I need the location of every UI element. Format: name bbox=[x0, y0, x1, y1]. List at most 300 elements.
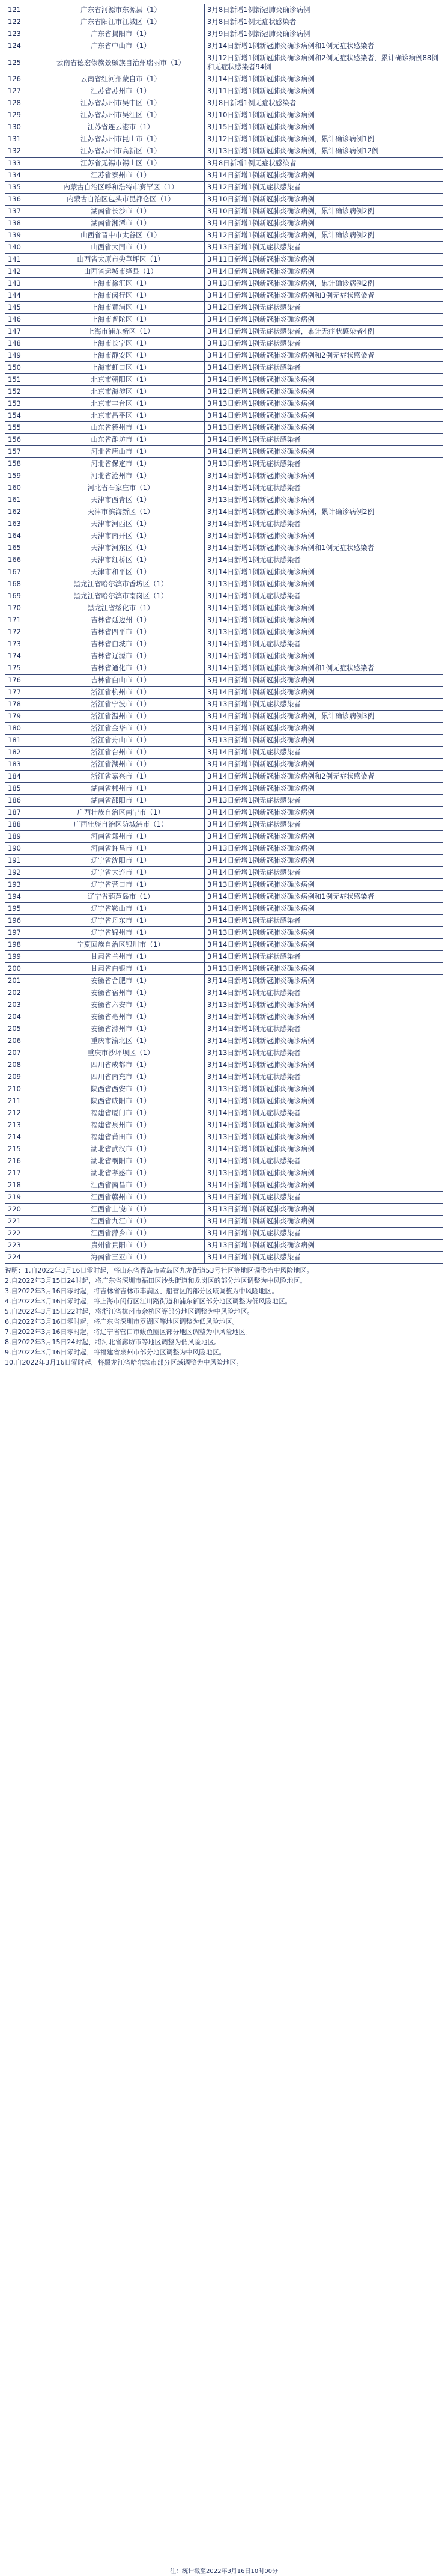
table-row bbox=[5, 52, 443, 73]
area-name: 江苏省连云港市（1） bbox=[37, 121, 205, 133]
row-number: 210 bbox=[5, 1083, 37, 1095]
table-row bbox=[5, 1240, 443, 1252]
case-note: 3月14日新增1例无症状感染者 bbox=[205, 362, 443, 374]
area-name: 湖南省湘潭市（1） bbox=[37, 218, 205, 230]
area-name: 辽宁省大连市（1） bbox=[37, 867, 205, 879]
table-row bbox=[5, 494, 443, 506]
table-row bbox=[5, 1011, 443, 1023]
row-number: 160 bbox=[5, 482, 37, 494]
area-name: 辽宁省营口市（1） bbox=[37, 879, 205, 891]
table-row bbox=[5, 1155, 443, 1167]
case-note: 3月8日新增1例无症状感染者 bbox=[205, 97, 443, 109]
row-number: 134 bbox=[5, 170, 37, 182]
table-row bbox=[5, 554, 443, 566]
case-note: 3月9日新增1例新冠肺炎确诊病例 bbox=[205, 28, 443, 40]
table-row bbox=[5, 903, 443, 915]
table-row bbox=[5, 1167, 443, 1179]
table-row bbox=[5, 807, 443, 819]
risk-area-table bbox=[5, 4, 443, 1264]
area-name: 上海市普陀区（1） bbox=[37, 314, 205, 326]
case-note: 3月14日新增1例无症状感染者 bbox=[205, 554, 443, 566]
table-row bbox=[5, 771, 443, 783]
table-row bbox=[5, 230, 443, 242]
table-row bbox=[5, 602, 443, 614]
note-line: 说明：1.自2022年3月16日零时起，将山东省青岛市黄岛区九龙街道53号社区等地区调整为中风险地区。 bbox=[5, 1267, 313, 1274]
table-row bbox=[5, 638, 443, 650]
table-row bbox=[5, 145, 443, 158]
row-number: 154 bbox=[5, 410, 37, 422]
note-line: 10.自2022年3月16日零时起，将黑龙江省哈尔滨市部分区域调整为中风险地区。 bbox=[5, 1359, 243, 1366]
table-row bbox=[5, 1131, 443, 1143]
table-row bbox=[5, 867, 443, 879]
table-row bbox=[5, 614, 443, 626]
case-note: 3月13日新增1例新冠肺炎确诊病例 bbox=[205, 494, 443, 506]
table-row bbox=[5, 410, 443, 422]
row-number: 176 bbox=[5, 675, 37, 687]
table-row bbox=[5, 735, 443, 747]
case-note: 3月15日新增1例新冠肺炎确诊病例 bbox=[205, 121, 443, 133]
table-row bbox=[5, 831, 443, 843]
case-note: 3月14日新增1例无症状感染者 bbox=[205, 867, 443, 879]
row-number: 133 bbox=[5, 158, 37, 170]
area-name: 江苏省苏州市吴中区（1） bbox=[37, 97, 205, 109]
area-name: 辽宁省丹东市（1） bbox=[37, 915, 205, 927]
area-name: 江西省萍乡市（1） bbox=[37, 1228, 205, 1240]
row-number: 197 bbox=[5, 927, 37, 939]
table-row bbox=[5, 398, 443, 410]
row-number: 166 bbox=[5, 554, 37, 566]
row-number: 156 bbox=[5, 434, 37, 446]
area-name: 广西壮族自治区南宁市（1） bbox=[37, 807, 205, 819]
table-row bbox=[5, 446, 443, 458]
case-note: 3月14日新增1例新冠肺炎确诊病例 bbox=[205, 218, 443, 230]
note-line: 3.自2022年3月16日零时起，将吉林省吉林市丰满区、船营区的部分区域调整为中风险地区。 bbox=[5, 1287, 279, 1295]
case-note: 3月13日新增1例新冠肺炎确诊病例 bbox=[205, 1131, 443, 1143]
row-number: 127 bbox=[5, 85, 37, 97]
row-number: 144 bbox=[5, 290, 37, 302]
area-name: 广东省中山市（1） bbox=[37, 40, 205, 52]
case-note: 3月14日新增1例新冠肺炎确诊病例 bbox=[205, 855, 443, 867]
row-number: 202 bbox=[5, 987, 37, 999]
case-note: 3月14日新增1例新冠肺炎确诊病例 bbox=[205, 73, 443, 85]
table-row bbox=[5, 891, 443, 903]
table-row bbox=[5, 1204, 443, 1216]
case-note: 3月14日新增1例新冠肺炎确诊病例 bbox=[205, 602, 443, 614]
row-number: 195 bbox=[5, 903, 37, 915]
table-row bbox=[5, 218, 443, 230]
table-row bbox=[5, 16, 443, 28]
area-name: 辽宁省葫芦岛市（1） bbox=[37, 891, 205, 903]
area-name: 河北省石家庄市（1） bbox=[37, 482, 205, 494]
area-name: 上海市浦东新区（1） bbox=[37, 326, 205, 338]
note-line: 6.自2022年3月16日零时起，将广东省深圳市罗湖区等地区调整为低风险地区。 bbox=[5, 1318, 239, 1326]
area-name: 浙江省台州市（1） bbox=[37, 747, 205, 759]
case-note: 3月14日新增1例新冠肺炎确诊病例 bbox=[205, 530, 443, 542]
table-row bbox=[5, 1143, 443, 1155]
row-number: 175 bbox=[5, 662, 37, 675]
row-number: 223 bbox=[5, 1240, 37, 1252]
row-number: 135 bbox=[5, 182, 37, 194]
table-row bbox=[5, 975, 443, 987]
case-note: 3月13日新增1例新冠肺炎确诊病例 bbox=[205, 398, 443, 410]
case-note: 3月12日新增1例新冠肺炎确诊病例 bbox=[205, 386, 443, 398]
area-name: 浙江省温州市（1） bbox=[37, 711, 205, 723]
row-number: 171 bbox=[5, 614, 37, 626]
table-row bbox=[5, 362, 443, 374]
row-number: 172 bbox=[5, 626, 37, 638]
area-name: 北京市朝阳区（1） bbox=[37, 374, 205, 386]
area-name: 宁夏回族自治区银川市（1） bbox=[37, 939, 205, 951]
area-name: 福建省泉州市（1） bbox=[37, 1119, 205, 1131]
table-row bbox=[5, 855, 443, 867]
case-note: 3月13日新增1例无症状感染者 bbox=[205, 458, 443, 470]
table-row bbox=[5, 747, 443, 759]
table-row bbox=[5, 843, 443, 855]
row-number: 200 bbox=[5, 963, 37, 975]
case-note: 3月14日新增1例新冠肺炎确诊病例 bbox=[205, 470, 443, 482]
row-number: 211 bbox=[5, 1095, 37, 1107]
case-note: 3月13日新增1例新冠肺炎确诊病例 bbox=[205, 1240, 443, 1252]
case-note: 3月13日新增1例无症状感染者 bbox=[205, 1047, 443, 1059]
row-number: 221 bbox=[5, 1216, 37, 1228]
area-name: 江西省南昌市（1） bbox=[37, 1179, 205, 1192]
case-note: 3月14日新增1例新冠肺炎确诊病例和1例无症状感染者 bbox=[205, 40, 443, 52]
row-number: 130 bbox=[5, 121, 37, 133]
table-row bbox=[5, 242, 443, 254]
case-note: 3月14日新增1例新冠肺炎确诊病例 bbox=[205, 1011, 443, 1023]
area-name: 江西省九江市（1） bbox=[37, 1216, 205, 1228]
case-note: 3月14日新增1例新冠肺炎确诊病例 bbox=[205, 446, 443, 458]
area-name: 天津市滨海新区（1） bbox=[37, 506, 205, 518]
row-number: 153 bbox=[5, 398, 37, 410]
case-note: 3月14日新增1例新冠肺炎确诊病例和3例无症状感染者 bbox=[205, 290, 443, 302]
area-name: 内蒙古自治区包头市昆都仑区（1） bbox=[37, 194, 205, 206]
table-row bbox=[5, 326, 443, 338]
case-note: 3月14日新增1例新冠肺炎确诊病例 bbox=[205, 1216, 443, 1228]
area-name: 安徽省六安市（1） bbox=[37, 999, 205, 1011]
table-row bbox=[5, 987, 443, 999]
case-note: 3月14日新增1例新冠肺炎确诊病例 bbox=[205, 650, 443, 662]
row-number: 142 bbox=[5, 266, 37, 278]
area-name: 天津市南开区（1） bbox=[37, 530, 205, 542]
row-number: 147 bbox=[5, 326, 37, 338]
case-note: 3月14日新增1例新冠肺炎确诊病例 bbox=[205, 614, 443, 626]
table-row bbox=[5, 206, 443, 218]
case-note: 3月14日新增1例新冠肺炎确诊病例和2例无症状感染者 bbox=[205, 771, 443, 783]
case-note: 3月14日新增1例无症状感染者，累计无症状感染者4例 bbox=[205, 326, 443, 338]
row-number: 174 bbox=[5, 650, 37, 662]
area-name: 山西省运城市绛县（1） bbox=[37, 266, 205, 278]
table-row bbox=[5, 1119, 443, 1131]
area-name: 安徽省滁州市（1） bbox=[37, 1023, 205, 1035]
case-note: 3月14日新增1例无症状感染者 bbox=[205, 987, 443, 999]
row-number: 201 bbox=[5, 975, 37, 987]
table-row bbox=[5, 278, 443, 290]
table-row bbox=[5, 1192, 443, 1204]
case-note: 3月11日新增1例新冠肺炎确诊病例 bbox=[205, 254, 443, 266]
row-number: 128 bbox=[5, 97, 37, 109]
row-number: 208 bbox=[5, 1059, 37, 1071]
table-row bbox=[5, 302, 443, 314]
row-number: 220 bbox=[5, 1204, 37, 1216]
area-name: 吉林省四平市（1） bbox=[37, 626, 205, 638]
case-note: 3月14日新增1例新冠肺炎确诊病例 bbox=[205, 1179, 443, 1192]
case-note: 3月14日新增1例无症状感染者 bbox=[205, 482, 443, 494]
table-row bbox=[5, 194, 443, 206]
area-name: 辽宁省锦州市（1） bbox=[37, 927, 205, 939]
row-number: 122 bbox=[5, 16, 37, 28]
note-line: 8.自2022年3月15日24时起，将河北省廊坊市等地区调整为低风险地区。 bbox=[5, 1338, 221, 1346]
area-name: 重庆市沙坪坝区（1） bbox=[37, 1047, 205, 1059]
area-name: 河北省唐山市（1） bbox=[37, 446, 205, 458]
row-number: 151 bbox=[5, 374, 37, 386]
case-note: 3月13日新增1例新冠肺炎确诊病例 bbox=[205, 735, 443, 747]
case-note: 3月13日新增1例新冠肺炎确诊病例 bbox=[205, 843, 443, 855]
area-name: 吉林省延边州（1） bbox=[37, 614, 205, 626]
case-note: 3月8日新增1例无症状感染者 bbox=[205, 16, 443, 28]
row-number: 164 bbox=[5, 530, 37, 542]
table-row bbox=[5, 927, 443, 939]
area-name: 内蒙古自治区呼和浩特市赛罕区（1） bbox=[37, 182, 205, 194]
row-number: 192 bbox=[5, 867, 37, 879]
table-row bbox=[5, 626, 443, 638]
case-note: 3月14日新增1例新冠肺炎确诊病例 bbox=[205, 266, 443, 278]
case-note: 3月14日新增1例新冠肺炎确诊病例 bbox=[205, 1119, 443, 1131]
row-number: 132 bbox=[5, 145, 37, 158]
case-note: 3月14日新增1例无症状感染者 bbox=[205, 915, 443, 927]
case-note: 3月14日新增1例新冠肺炎确诊病例 bbox=[205, 1035, 443, 1047]
row-number: 187 bbox=[5, 807, 37, 819]
row-number: 185 bbox=[5, 783, 37, 795]
row-number: 219 bbox=[5, 1192, 37, 1204]
case-note: 3月14日新增1例新冠肺炎确诊病例 bbox=[205, 831, 443, 843]
case-note: 3月14日新增1例新冠肺炎确诊病例和2例无症状感染者 bbox=[205, 350, 443, 362]
row-number: 190 bbox=[5, 843, 37, 855]
row-number: 179 bbox=[5, 711, 37, 723]
case-note: 3月14日新增1例无症状感染者 bbox=[205, 518, 443, 530]
notes-section bbox=[5, 1266, 443, 1368]
case-note: 3月14日新增1例新冠肺炎确诊病例 bbox=[205, 675, 443, 687]
case-note: 3月12日新增1例无症状感染者 bbox=[205, 302, 443, 314]
table-row bbox=[5, 662, 443, 675]
row-number: 140 bbox=[5, 242, 37, 254]
table-row bbox=[5, 1107, 443, 1119]
row-number: 148 bbox=[5, 338, 37, 350]
table-row bbox=[5, 675, 443, 687]
table-row bbox=[5, 458, 443, 470]
case-note: 3月14日新增1例无症状感染者 bbox=[205, 1155, 443, 1167]
row-number: 215 bbox=[5, 1143, 37, 1155]
area-name: 海南省三亚市（1） bbox=[37, 1252, 205, 1264]
risk-table-body bbox=[5, 4, 443, 1264]
case-note: 3月8日新增1例新冠肺炎确诊病例 bbox=[205, 4, 443, 16]
area-name: 广东省揭阳市（1） bbox=[37, 28, 205, 40]
case-note: 3月14日新增1例无症状感染者 bbox=[205, 1107, 443, 1119]
table-row bbox=[5, 170, 443, 182]
table-row bbox=[5, 1095, 443, 1107]
table-row bbox=[5, 687, 443, 699]
row-number: 218 bbox=[5, 1179, 37, 1192]
case-note: 3月13日新增1例新冠肺炎确诊病例，累计确诊病例2例 bbox=[205, 278, 443, 290]
case-note: 3月14日新增1例无症状感染者 bbox=[205, 590, 443, 602]
area-name: 江苏省苏州市吴江区（1） bbox=[37, 109, 205, 121]
area-name: 江西省赣州市（1） bbox=[37, 1192, 205, 1204]
area-name: 吉林省白山市（1） bbox=[37, 675, 205, 687]
case-note: 3月13日新增1例无症状感染者 bbox=[205, 699, 443, 711]
table-row bbox=[5, 97, 443, 109]
table-row bbox=[5, 290, 443, 302]
case-note: 3月13日新增1例新冠肺炎确诊病例 bbox=[205, 1083, 443, 1095]
area-name: 山东省潍坊市（1） bbox=[37, 434, 205, 446]
area-name: 湖北省武汉市（1） bbox=[37, 1143, 205, 1155]
row-number: 162 bbox=[5, 506, 37, 518]
table-row bbox=[5, 85, 443, 97]
area-name: 天津市西青区（1） bbox=[37, 494, 205, 506]
case-note: 3月14日新增1例新冠肺炎确诊病例 bbox=[205, 783, 443, 795]
row-number: 141 bbox=[5, 254, 37, 266]
case-note: 3月14日新增1例新冠肺炎确诊病例 bbox=[205, 975, 443, 987]
area-name: 江西省上饶市（1） bbox=[37, 1204, 205, 1216]
area-name: 河南省郑州市（1） bbox=[37, 831, 205, 843]
row-number: 188 bbox=[5, 819, 37, 831]
case-note: 3月14日新增1例新冠肺炎确诊病例 bbox=[205, 1095, 443, 1107]
row-number: 165 bbox=[5, 542, 37, 554]
table-row bbox=[5, 783, 443, 795]
row-number: 157 bbox=[5, 446, 37, 458]
table-row bbox=[5, 506, 443, 518]
row-number: 150 bbox=[5, 362, 37, 374]
area-name: 甘肃省兰州市（1） bbox=[37, 951, 205, 963]
area-name: 广东省河源市东源县（1） bbox=[37, 4, 205, 16]
table-row bbox=[5, 723, 443, 735]
table-row bbox=[5, 1216, 443, 1228]
area-name: 浙江省嘉兴市（1） bbox=[37, 771, 205, 783]
row-number: 199 bbox=[5, 951, 37, 963]
row-number: 206 bbox=[5, 1035, 37, 1047]
row-number: 205 bbox=[5, 1023, 37, 1035]
area-name: 浙江省杭州市（1） bbox=[37, 687, 205, 699]
row-number: 167 bbox=[5, 566, 37, 578]
area-name: 陕西省咸阳市（1） bbox=[37, 1095, 205, 1107]
row-number: 170 bbox=[5, 602, 37, 614]
row-number: 131 bbox=[5, 133, 37, 145]
area-name: 上海市长宁区（1） bbox=[37, 338, 205, 350]
area-name: 山西省太原市尖草坪区（1） bbox=[37, 254, 205, 266]
area-name: 江苏省苏州市高新区（1） bbox=[37, 145, 205, 158]
row-number: 123 bbox=[5, 28, 37, 40]
row-number: 139 bbox=[5, 230, 37, 242]
note-line: 7.自2022年3月16日零时起，将辽宁省营口市鲅鱼圈区部分地区调整为中风险地区。 bbox=[5, 1328, 252, 1336]
case-note: 3月13日新增1例新冠肺炎确诊病例 bbox=[205, 879, 443, 891]
note-line: 9.自2022年3月16日零时起，将福建省泉州市部分地区调整为中风险地区。 bbox=[5, 1348, 226, 1356]
area-name: 黑龙江省哈尔滨市香坊区（1） bbox=[37, 578, 205, 590]
row-number: 168 bbox=[5, 578, 37, 590]
area-name: 上海市虹口区（1） bbox=[37, 362, 205, 374]
case-note: 3月14日新增1例无症状感染者 bbox=[205, 951, 443, 963]
row-number: 213 bbox=[5, 1119, 37, 1131]
row-number: 145 bbox=[5, 302, 37, 314]
area-name: 安徽省亳州市（1） bbox=[37, 1011, 205, 1023]
case-note: 3月13日新增1例新冠肺炎确诊病例 bbox=[205, 1204, 443, 1216]
case-note: 3月14日新增1例新冠肺炎确诊病例 bbox=[205, 903, 443, 915]
case-note: 3月10日新增1例新冠肺炎确诊病例 bbox=[205, 109, 443, 121]
table-row bbox=[5, 542, 443, 554]
case-note: 3月14日新增1例新冠肺炎确诊病例 bbox=[205, 723, 443, 735]
table-row bbox=[5, 879, 443, 891]
area-name: 贵州省贵阳市（1） bbox=[37, 1240, 205, 1252]
table-row bbox=[5, 795, 443, 807]
table-row bbox=[5, 314, 443, 326]
area-name: 吉林省白城市（1） bbox=[37, 638, 205, 650]
table-row bbox=[5, 4, 443, 16]
area-name: 辽宁省鞍山市（1） bbox=[37, 903, 205, 915]
case-note: 3月14日新增1例新冠肺炎确诊病例和1例无症状感染者 bbox=[205, 542, 443, 554]
case-note: 3月8日新增1例无症状感染者 bbox=[205, 158, 443, 170]
note-line: 4.自2022年3月16日零时起，将上海市闵行区江川路街道和浦东新区部分地区调整为低风险地区。 bbox=[5, 1297, 292, 1305]
case-note: 3月14日新增1例新冠肺炎确诊病例，累计确诊病例3例 bbox=[205, 711, 443, 723]
row-number: 159 bbox=[5, 470, 37, 482]
table-row bbox=[5, 711, 443, 723]
row-number: 146 bbox=[5, 314, 37, 326]
row-number: 186 bbox=[5, 795, 37, 807]
table-row bbox=[5, 578, 443, 590]
case-note: 3月13日新增1例新冠肺炎确诊病例 bbox=[205, 578, 443, 590]
table-row bbox=[5, 1059, 443, 1071]
area-name: 山东省德州市（1） bbox=[37, 422, 205, 434]
row-number: 152 bbox=[5, 386, 37, 398]
table-row bbox=[5, 350, 443, 362]
row-number: 191 bbox=[5, 855, 37, 867]
area-name: 湖南省郴州市（1） bbox=[37, 783, 205, 795]
area-name: 福建省厦门市（1） bbox=[37, 1107, 205, 1119]
row-number: 138 bbox=[5, 218, 37, 230]
row-number: 217 bbox=[5, 1167, 37, 1179]
area-name: 河南省许昌市（1） bbox=[37, 843, 205, 855]
case-note: 3月14日新增1例新冠肺炎确诊病例 bbox=[205, 374, 443, 386]
case-note: 3月13日新增1例无症状感染者 bbox=[205, 242, 443, 254]
row-number: 212 bbox=[5, 1107, 37, 1119]
table-row bbox=[5, 266, 443, 278]
case-note: 3月14日新增1例无症状感染者 bbox=[205, 1252, 443, 1264]
row-number: 169 bbox=[5, 590, 37, 602]
row-number: 149 bbox=[5, 350, 37, 362]
case-note: 3月14日新增1例无症状感染者 bbox=[205, 1023, 443, 1035]
row-number: 129 bbox=[5, 109, 37, 121]
risk-table-sheet bbox=[5, 4, 443, 1264]
area-name: 江苏省苏州市（1） bbox=[37, 85, 205, 97]
case-note: 3月14日新增1例无症状感染者 bbox=[205, 819, 443, 831]
row-number: 214 bbox=[5, 1131, 37, 1143]
area-name: 浙江省金华市（1） bbox=[37, 723, 205, 735]
row-number: 207 bbox=[5, 1047, 37, 1059]
row-number: 182 bbox=[5, 747, 37, 759]
row-number: 222 bbox=[5, 1228, 37, 1240]
table-row bbox=[5, 121, 443, 133]
area-name: 江苏省苏州市昆山市（1） bbox=[37, 133, 205, 145]
row-number: 126 bbox=[5, 73, 37, 85]
table-row bbox=[5, 374, 443, 386]
row-number: 193 bbox=[5, 879, 37, 891]
case-note: 3月14日新增1例无症状感染者 bbox=[205, 1228, 443, 1240]
row-number: 125 bbox=[5, 52, 37, 73]
table-row bbox=[5, 109, 443, 121]
table-row bbox=[5, 650, 443, 662]
table-row bbox=[5, 422, 443, 434]
area-name: 北京市丰台区（1） bbox=[37, 398, 205, 410]
table-row bbox=[5, 939, 443, 951]
table-row bbox=[5, 133, 443, 145]
case-note: 3月13日新增1例新冠肺炎确诊病例 bbox=[205, 927, 443, 939]
